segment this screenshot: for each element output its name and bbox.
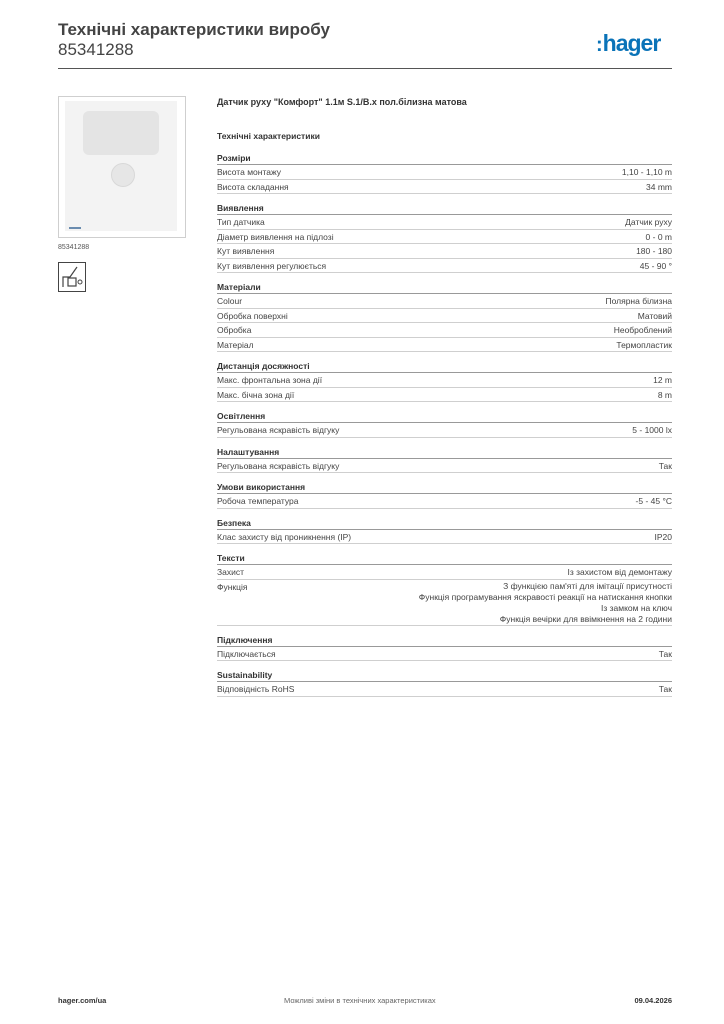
spec-section xyxy=(217,634,672,662)
spec-value xyxy=(625,216,672,229)
spec-content xyxy=(217,96,672,705)
spec-label: Висота монтажу xyxy=(217,167,282,177)
spec-value xyxy=(568,566,672,579)
installation-pictogram-icon xyxy=(58,262,86,292)
spec-value-line: Із захистом від демонтажу xyxy=(567,567,672,577)
spec-value-line: 0 - 0 m xyxy=(645,231,672,242)
spec-label: Кут виявлення xyxy=(217,246,275,256)
spec-value xyxy=(646,231,672,244)
spec-label: Colour xyxy=(217,296,243,306)
spec-row xyxy=(217,373,672,388)
spec-label: Висота складання xyxy=(217,181,289,192)
section-title: Підключення xyxy=(217,634,672,647)
section-title: Тексти xyxy=(217,552,672,565)
hager-logo[interactable]: :hager xyxy=(596,30,661,56)
spec-value xyxy=(636,495,672,508)
spec-value xyxy=(658,389,672,402)
spec-value-line: Матовий xyxy=(637,310,672,321)
spec-value xyxy=(622,166,672,179)
spec-section xyxy=(217,202,672,273)
spec-value xyxy=(632,424,672,437)
spec-label: Захист xyxy=(217,567,245,577)
spec-value-line: Функція програмування яскравості реакції на натискання кнопки xyxy=(418,591,672,602)
spec-label: Клас захисту від проникнення (IP) xyxy=(217,531,352,542)
product-image xyxy=(58,96,186,238)
spec-row xyxy=(217,494,672,509)
spec-row xyxy=(217,259,672,274)
spec-value-line: -5 - 45 °C xyxy=(635,496,672,506)
spec-label: Регульована яскравість відгуку xyxy=(217,425,340,435)
section-title: Матеріали xyxy=(217,281,672,294)
spec-label: Тип датчика xyxy=(217,217,265,227)
header-divider xyxy=(58,68,672,69)
spec-section xyxy=(217,360,672,402)
spec-value xyxy=(659,683,672,696)
spec-section xyxy=(217,281,672,352)
spec-value xyxy=(659,648,672,661)
spec-row xyxy=(217,309,672,324)
section-title: Дистанція досяжності xyxy=(217,360,672,373)
spec-value xyxy=(614,324,672,337)
spec-value-line: З функцією пам'яті для імітації присутності xyxy=(503,580,672,591)
spec-row xyxy=(217,580,672,626)
spec-section xyxy=(217,552,672,626)
spec-value-line: Функція вечірки для ввімкнення на 2 години xyxy=(499,613,672,624)
spec-value xyxy=(640,260,672,273)
spec-value-line: Термопластик xyxy=(616,339,672,350)
spec-value xyxy=(659,460,672,473)
section-title: Sustainability xyxy=(217,669,672,682)
spec-value xyxy=(653,374,672,387)
section-title: Виявлення xyxy=(217,202,672,215)
spec-value-line: Так xyxy=(658,648,672,659)
product-name: Датчик руху "Комфорт" 1.1м S.1/B.x пол.білизна матова xyxy=(217,97,467,107)
spec-label: Обробка поверхні xyxy=(217,310,288,321)
footer-date: 09.04.2026 xyxy=(634,996,672,1005)
spec-value xyxy=(646,181,672,194)
spec-value-line: Необроблений xyxy=(613,325,672,335)
spec-section xyxy=(217,152,672,194)
spec-value-line: Так xyxy=(658,460,672,471)
spec-value-line: 180 - 180 xyxy=(636,246,672,256)
spec-section xyxy=(217,446,672,474)
section-title: Освітлення xyxy=(217,410,672,423)
spec-row xyxy=(217,180,672,195)
spec-row xyxy=(217,165,672,180)
spec-section xyxy=(217,410,672,438)
spec-row xyxy=(217,459,672,474)
page-title: Технічні характеристики виробу xyxy=(58,20,330,39)
spec-label: Відповідність RoHS xyxy=(217,684,295,694)
spec-label: Функція xyxy=(217,581,248,592)
product-code: 85341288 xyxy=(58,40,134,59)
spec-row xyxy=(217,244,672,259)
sensor-lens-icon xyxy=(111,163,135,187)
section-title: Налаштування xyxy=(217,446,672,459)
spec-label: Макс. бічна зона дії xyxy=(217,389,295,400)
spec-section xyxy=(217,481,672,509)
spec-label: Матеріал xyxy=(217,339,254,350)
image-code: 85341288 xyxy=(58,244,90,251)
spec-row xyxy=(217,565,672,580)
spec-label: Діаметр виявлення на підлозі xyxy=(217,231,334,242)
spec-value-line: 8 m xyxy=(657,389,672,400)
spec-value-line: 45 - 90 ° xyxy=(639,260,672,271)
spec-value-line: 1,10 - 1,10 m xyxy=(621,167,672,177)
spec-value-line: IP20 xyxy=(654,531,672,542)
spec-value xyxy=(605,295,672,308)
footer-note: Можливі зміни в технічних характеристиках xyxy=(284,996,436,1005)
spec-value-line: Із замком на ключ xyxy=(600,602,672,613)
sensor-window-icon xyxy=(83,111,159,155)
spec-value-line: 12 m xyxy=(653,375,672,385)
spec-value-line: Полярна білизна xyxy=(605,296,672,306)
section-title: Розміри xyxy=(217,152,672,165)
spec-value xyxy=(655,531,673,544)
page-header xyxy=(58,20,330,60)
footer-site[interactable]: hager.com/ua xyxy=(58,996,107,1005)
section-title: Умови використання xyxy=(217,481,672,494)
spec-value xyxy=(638,310,672,323)
spec-value-line: Датчик руху xyxy=(625,217,672,227)
scale-mark-icon xyxy=(69,227,81,229)
spec-section xyxy=(217,517,672,545)
spec-row xyxy=(217,294,672,309)
spec-label: Робоча температура xyxy=(217,496,299,506)
section-title: Безпека xyxy=(217,517,672,530)
spec-row xyxy=(217,530,672,545)
spec-label: Обробка xyxy=(217,325,252,335)
spec-label: Кут виявлення регулюється xyxy=(217,260,327,271)
spec-row xyxy=(217,682,672,697)
spec-row xyxy=(217,338,672,353)
spec-label: Підключається xyxy=(217,648,276,659)
tech-title: Технічні характеристики xyxy=(217,131,320,141)
spec-row xyxy=(217,647,672,662)
spec-value-line: 5 - 1000 lx xyxy=(632,425,672,435)
spec-label: Макс. фронтальна зона дії xyxy=(217,375,323,385)
spec-label: Регульована яскравість відгуку xyxy=(217,460,340,471)
spec-value xyxy=(419,581,672,625)
spec-row xyxy=(217,423,672,438)
spec-section xyxy=(217,669,672,697)
spec-row xyxy=(217,323,672,338)
spec-value xyxy=(636,245,672,258)
spec-row xyxy=(217,388,672,403)
spec-value-line: Так xyxy=(658,684,672,694)
spec-value-line: 34 mm xyxy=(646,181,672,192)
spec-value xyxy=(616,339,672,352)
spec-row xyxy=(217,230,672,245)
spec-row xyxy=(217,215,672,230)
